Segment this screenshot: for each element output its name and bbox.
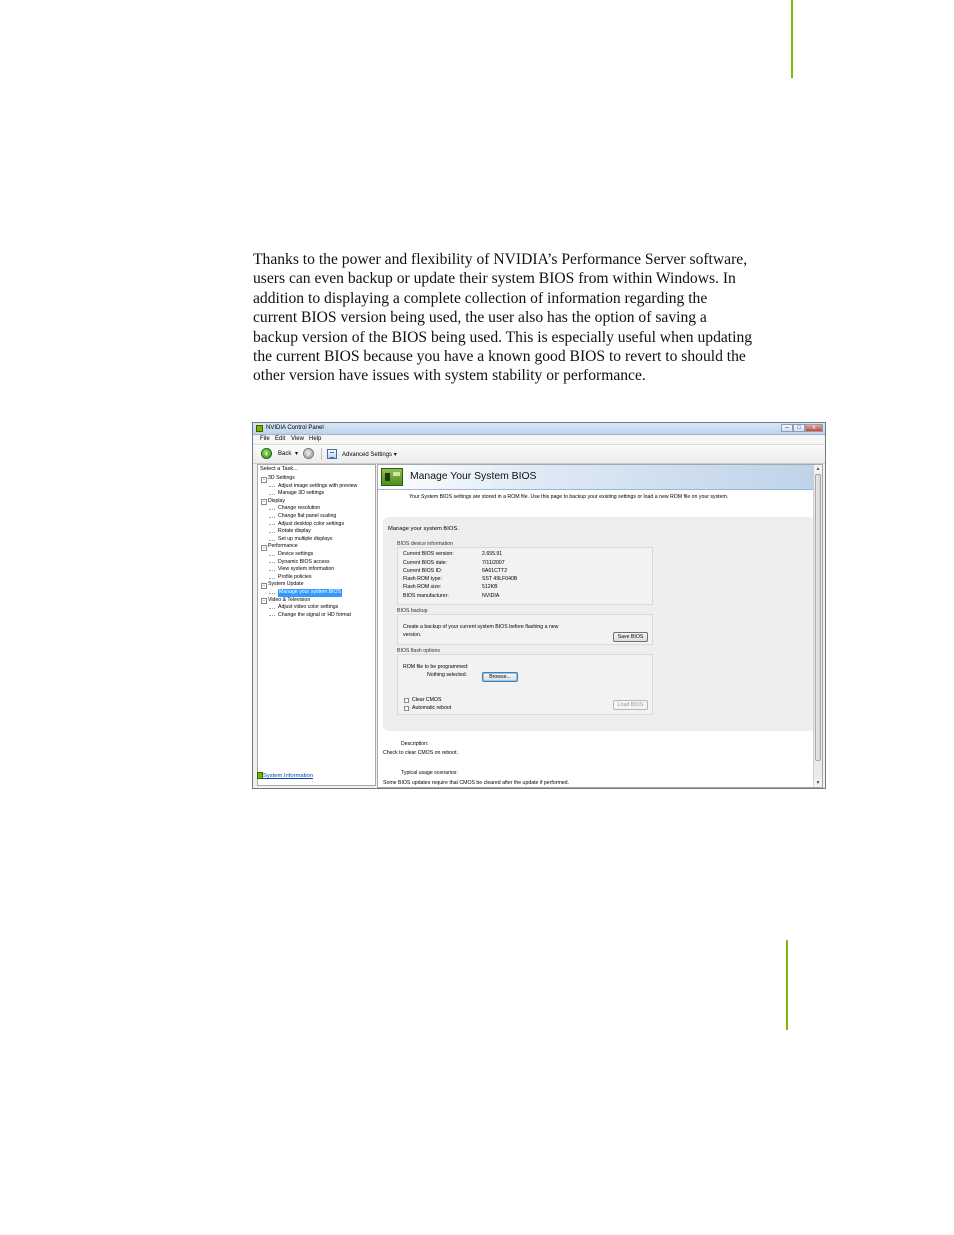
tree-item-desktop-color[interactable]: Adjust desktop color settings bbox=[258, 521, 376, 529]
usage-heading: Typical usage scenarios: bbox=[401, 770, 458, 776]
body-paragraph bbox=[253, 250, 793, 386]
page-description: Your System BIOS settings are stored in a ROM file. Use this page to backup your existing settings or load a new ROM file on your system. bbox=[409, 494, 729, 500]
window-titlebar[interactable] bbox=[253, 423, 825, 435]
maximize-button[interactable]: □ bbox=[793, 424, 805, 432]
page-title: Manage Your System BIOS bbox=[410, 471, 537, 482]
clear-cmos-label: Clear CMOS bbox=[412, 697, 442, 703]
paragraph-line: current BIOS version being used, the user also has the option of saving a bbox=[253, 309, 707, 327]
menu-help[interactable]: Help bbox=[309, 436, 322, 442]
toolbar bbox=[253, 445, 825, 464]
automatic-reboot-checkbox[interactable] bbox=[404, 706, 409, 711]
control-panel-screenshot bbox=[252, 422, 826, 789]
group-label: BIOS backup bbox=[397, 608, 428, 614]
chevron-down-icon[interactable]: ▾ bbox=[295, 451, 299, 457]
clear-cmos-checkbox[interactable] bbox=[404, 698, 409, 703]
menu-edit[interactable]: Edit bbox=[275, 436, 286, 442]
minimize-button[interactable]: – bbox=[781, 424, 793, 432]
system-information-link[interactable]: System Information bbox=[263, 773, 313, 779]
tree-category-system-update[interactable]: − System Update bbox=[258, 581, 376, 589]
window-controls bbox=[781, 424, 823, 432]
description-heading: Description: bbox=[401, 741, 429, 747]
content-panel bbox=[377, 464, 823, 788]
tree-item-manage-bios[interactable] bbox=[258, 589, 376, 597]
window-title: NVIDIA Control Panel bbox=[266, 425, 324, 431]
group-label: BIOS device information bbox=[397, 541, 453, 547]
paragraph-line: addition to displaying a complete collection of information regarding the bbox=[253, 289, 708, 307]
tree-item-signal-format[interactable]: Change the signal or HD format bbox=[258, 612, 376, 620]
tree-item-selected-label[interactable]: Manage your system BIOS bbox=[279, 588, 341, 595]
description-text: Check to clear CMOS on reboot. bbox=[383, 750, 458, 756]
advanced-settings-icon[interactable] bbox=[327, 449, 337, 459]
nvidia-app-icon bbox=[256, 425, 263, 432]
tree-category-video-tv[interactable]: − Video & Television bbox=[258, 597, 376, 605]
back-arrow-icon[interactable]: ‹ bbox=[261, 448, 272, 459]
info-value: NVIDIA bbox=[482, 593, 500, 599]
info-key: BIOS manufacturer: bbox=[403, 593, 449, 599]
tree-item-dynamic-bios[interactable]: Dynamic BIOS access bbox=[258, 559, 376, 567]
section-title: Manage your system BIOS. bbox=[388, 526, 459, 532]
info-key: Current BIOS ID: bbox=[403, 568, 443, 574]
paragraph-line: backup version of the BIOS being used. This is especially useful when updating bbox=[253, 328, 753, 346]
load-bios-button[interactable]: Load BIOS bbox=[613, 700, 648, 710]
info-key: Current BIOS version: bbox=[403, 551, 454, 557]
toolbar-separator bbox=[321, 448, 322, 460]
info-key: Flash ROM size: bbox=[403, 584, 442, 590]
usage-text: Some BIOS updates require that CMOS be cleared after the update if performed. bbox=[383, 780, 569, 786]
group-label: BIOS flash options bbox=[397, 648, 440, 654]
scroll-down-icon[interactable]: ▼ bbox=[815, 780, 821, 786]
rom-file-label: ROM file to be programmed: bbox=[403, 664, 469, 670]
automatic-reboot-label: Automatic reboot bbox=[412, 705, 452, 711]
tree-item-multiple-displays[interactable]: Set up multiple displays bbox=[258, 536, 376, 544]
tree-item-system-information[interactable]: View system information bbox=[258, 566, 376, 574]
bios-backup-group bbox=[397, 608, 653, 645]
info-key: Current BIOS date: bbox=[403, 560, 448, 566]
task-panel bbox=[257, 464, 376, 786]
bios-device-info-group bbox=[397, 541, 653, 605]
content-scrollbar[interactable] bbox=[813, 465, 822, 787]
page-accent-line-bottom bbox=[786, 940, 788, 1030]
rom-file-value: Nothing selected. bbox=[427, 672, 468, 678]
paragraph-line: the current BIOS because you have a known good BIOS to revert to should the bbox=[253, 348, 746, 366]
paragraph-line: other version have issues with system stability or performance. bbox=[253, 367, 646, 385]
page-banner bbox=[378, 465, 813, 490]
info-value: 512KB bbox=[482, 584, 498, 590]
tree-category-3d-settings[interactable]: − 3D Settings bbox=[258, 475, 376, 483]
task-panel-header: Select a Task... bbox=[260, 466, 298, 472]
info-key: Flash ROM type: bbox=[403, 576, 442, 582]
menu-bar bbox=[253, 435, 825, 445]
tree-item-flat-panel-scaling[interactable]: Change flat panel scaling bbox=[258, 513, 376, 521]
backup-text: Create a backup of your current system BIOS before flashing a new bbox=[403, 624, 559, 630]
info-value: SST 49LF040B bbox=[482, 576, 518, 582]
info-value: 6A61CTT2 bbox=[482, 568, 508, 574]
paragraph-line: Thanks to the power and flexibility of NVIDIA’s Performance Server software, bbox=[253, 251, 748, 268]
tree-item-adjust-image[interactable]: Adjust image settings with preview bbox=[258, 483, 376, 491]
task-tree bbox=[258, 475, 376, 619]
tree-item-video-color[interactable]: Adjust video color settings bbox=[258, 604, 376, 612]
tree-item-device-settings[interactable]: Device settings bbox=[258, 551, 376, 559]
menu-file[interactable]: File bbox=[260, 436, 270, 442]
forward-arrow-icon[interactable]: › bbox=[303, 448, 314, 459]
tree-item-manage-3d[interactable]: Manage 3D settings bbox=[258, 490, 376, 498]
tree-item-profile-policies[interactable]: Profile policies bbox=[258, 574, 376, 582]
tree-item-change-resolution[interactable]: Change resolution bbox=[258, 505, 376, 513]
page-accent-line-top bbox=[791, 0, 793, 78]
bios-settings-pane bbox=[383, 517, 815, 731]
tree-category-performance[interactable]: − Performance bbox=[258, 543, 376, 551]
bios-chip-icon bbox=[381, 468, 403, 486]
scroll-up-icon[interactable]: ▲ bbox=[815, 466, 821, 472]
info-value: 7/11/2007 bbox=[482, 560, 505, 566]
save-bios-button[interactable]: Save BIOS bbox=[613, 632, 648, 642]
bios-flash-options-group bbox=[397, 648, 653, 715]
info-value: 2.655.91 bbox=[482, 551, 503, 557]
tree-item-rotate-display[interactable]: Rotate display bbox=[258, 528, 376, 536]
scroll-thumb[interactable] bbox=[815, 474, 821, 761]
paragraph-line: users can even backup or update their system BIOS from within Windows. In bbox=[253, 270, 736, 288]
back-button[interactable]: Back bbox=[278, 451, 292, 457]
backup-text: version. bbox=[403, 632, 422, 638]
close-button[interactable]: x bbox=[805, 424, 823, 432]
tree-category-display[interactable]: − Display bbox=[258, 498, 376, 506]
browse-button[interactable]: Browse... bbox=[482, 672, 518, 682]
advanced-settings-button[interactable]: Advanced Settings ▾ bbox=[342, 452, 397, 458]
menu-view[interactable]: View bbox=[291, 436, 304, 442]
